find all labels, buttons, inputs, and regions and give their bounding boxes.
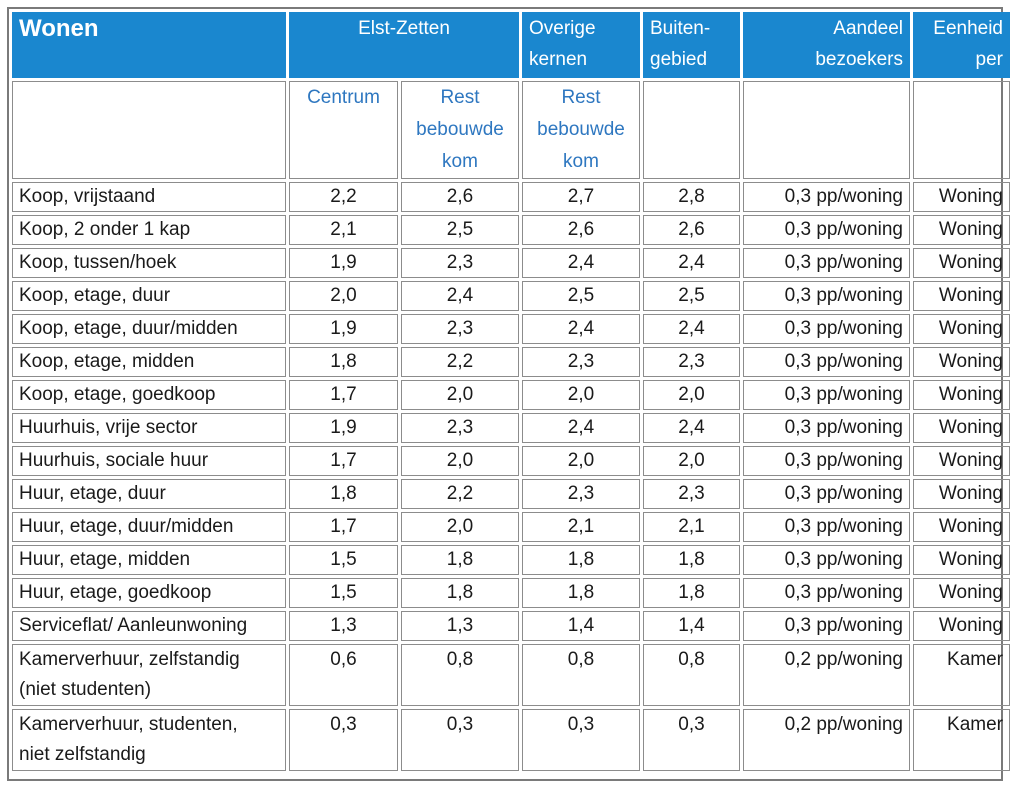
row-eenheid: Woning <box>913 314 1010 344</box>
subheader-centrum: Centrum <box>289 81 398 179</box>
row-value-rest: 1,8 <box>401 578 519 608</box>
row-value-centrum: 1,8 <box>289 479 398 509</box>
subheader-rest2-line1: Rest <box>561 87 601 108</box>
row-value-centrum: 1,5 <box>289 578 398 608</box>
row-aandeel: 0,3 pp/woning <box>743 248 910 278</box>
row-aandeel: 0,3 pp/woning <box>743 479 910 509</box>
table-row <box>12 644 1010 706</box>
header-row <box>12 12 1010 78</box>
row-value-rest: 2,0 <box>401 380 519 410</box>
row-value-rest: 1,8 <box>401 545 519 575</box>
subheader-rest1-line2: bebouwde <box>416 119 504 140</box>
row-value-overige: 2,1 <box>522 512 640 542</box>
row-aandeel: 0,3 pp/woning <box>743 545 910 575</box>
row-eenheid: Woning <box>913 512 1010 542</box>
row-value-rest: 0,8 <box>401 644 519 706</box>
header-eenheid-per <box>913 12 1010 78</box>
row-value-buiten: 2,4 <box>643 314 740 344</box>
row-eenheid: Woning <box>913 413 1010 443</box>
row-value-rest: 2,3 <box>401 314 519 344</box>
row-value-centrum: 1,3 <box>289 611 398 641</box>
row-label: Koop, etage, duur <box>12 281 286 311</box>
header-aandeel-bezoekers <box>743 12 910 78</box>
header-buiten-line2: gebied <box>650 49 708 70</box>
table-row <box>12 248 1010 278</box>
row-value-buiten: 2,0 <box>643 446 740 476</box>
row-value-overige: 2,4 <box>522 413 640 443</box>
row-value-overige: 2,6 <box>522 215 640 245</box>
row-value-overige: 0,8 <box>522 644 640 706</box>
subheader-rest2-line3: kom <box>563 151 599 172</box>
row-value-rest: 2,2 <box>401 347 519 377</box>
row-value-buiten: 2,6 <box>643 215 740 245</box>
header-aandeel-line1: Aandeel <box>833 18 903 39</box>
row-label: Koop, etage, duur/midden <box>12 314 286 344</box>
row-aandeel: 0,3 pp/woning <box>743 215 910 245</box>
row-label: Koop, tussen/hoek <box>12 248 286 278</box>
table-row <box>12 314 1010 344</box>
row-label: Koop, vrijstaand <box>12 182 286 212</box>
row-value-buiten: 2,5 <box>643 281 740 311</box>
row-eenheid: Woning <box>913 545 1010 575</box>
subheader-rest-bebouwde-kom <box>401 81 519 179</box>
table-row <box>12 578 1010 608</box>
row-value-buiten: 1,8 <box>643 545 740 575</box>
row-aandeel: 0,2 pp/woning <box>743 644 910 706</box>
row-eenheid: Kamer <box>913 709 1010 771</box>
row-label-line2: niet zelfstandig <box>19 744 146 765</box>
table-row <box>12 512 1010 542</box>
row-value-centrum: 1,8 <box>289 347 398 377</box>
row-value-overige: 2,5 <box>522 281 640 311</box>
row-value-centrum: 2,1 <box>289 215 398 245</box>
header-overige-kernen <box>522 12 640 78</box>
row-label: Huurhuis, sociale huur <box>12 446 286 476</box>
row-label: Huur, etage, midden <box>12 545 286 575</box>
header-buitengebied <box>643 12 740 78</box>
row-value-centrum: 1,9 <box>289 413 398 443</box>
table-row <box>12 347 1010 377</box>
row-aandeel: 0,3 pp/woning <box>743 512 910 542</box>
row-eenheid: Woning <box>913 611 1010 641</box>
table-row <box>12 182 1010 212</box>
row-value-buiten: 2,4 <box>643 413 740 443</box>
row-value-overige: 2,0 <box>522 380 640 410</box>
row-label: Koop, 2 onder 1 kap <box>12 215 286 245</box>
row-label-line1: Kamerverhuur, studenten, <box>19 714 238 735</box>
header-buiten-line1: Buiten- <box>650 18 711 39</box>
row-value-overige: 1,8 <box>522 545 640 575</box>
row-value-buiten: 2,0 <box>643 380 740 410</box>
subheader-empty-cell <box>12 81 286 179</box>
row-eenheid: Woning <box>913 215 1010 245</box>
header-eenheid-line2: per <box>975 49 1003 70</box>
row-value-centrum: 1,5 <box>289 545 398 575</box>
row-value-overige: 2,3 <box>522 479 640 509</box>
row-eenheid: Kamer <box>913 644 1010 706</box>
row-value-centrum: 2,2 <box>289 182 398 212</box>
row-label: Huur, etage, duur <box>12 479 286 509</box>
header-eenheid-line1: Eenheid <box>933 18 1003 39</box>
row-aandeel: 0,3 pp/woning <box>743 446 910 476</box>
row-eenheid: Woning <box>913 578 1010 608</box>
row-value-centrum: 1,7 <box>289 380 398 410</box>
subheader-overige-rest-bebouwde-kom <box>522 81 640 179</box>
subheader-empty-eenheid <box>913 81 1010 179</box>
header-elst-zetten: Elst-Zetten <box>289 12 519 78</box>
row-aandeel: 0,3 pp/woning <box>743 578 910 608</box>
row-value-buiten: 0,3 <box>643 709 740 771</box>
row-aandeel: 0,3 pp/woning <box>743 314 910 344</box>
parking-norms-table-frame <box>7 7 1003 781</box>
row-value-buiten: 1,8 <box>643 578 740 608</box>
row-aandeel: 0,3 pp/woning <box>743 611 910 641</box>
subheader-empty-buiten <box>643 81 740 179</box>
row-eenheid: Woning <box>913 248 1010 278</box>
row-value-rest: 2,0 <box>401 512 519 542</box>
subheader-empty-aandeel <box>743 81 910 179</box>
row-value-rest: 2,2 <box>401 479 519 509</box>
row-aandeel: 0,3 pp/woning <box>743 281 910 311</box>
subheader-rest1-line3: kom <box>442 151 478 172</box>
row-label: Huurhuis, vrije sector <box>12 413 286 443</box>
header-overige-line1: Overige <box>529 18 596 39</box>
row-label: Serviceflat/ Aanleunwoning <box>12 611 286 641</box>
row-label <box>12 709 286 771</box>
row-label-line1: Kamerverhuur, zelfstandig <box>19 649 240 670</box>
table-row <box>12 446 1010 476</box>
row-eenheid: Woning <box>913 446 1010 476</box>
table-row <box>12 545 1010 575</box>
row-value-overige: 2,4 <box>522 314 640 344</box>
table-row <box>12 413 1010 443</box>
row-aandeel: 0,3 pp/woning <box>743 413 910 443</box>
header-overige-line2: kernen <box>529 49 588 70</box>
row-eenheid: Woning <box>913 380 1010 410</box>
row-value-buiten: 2,3 <box>643 347 740 377</box>
row-aandeel: 0,3 pp/woning <box>743 182 910 212</box>
row-value-centrum: 1,9 <box>289 314 398 344</box>
table-title: Wonen <box>12 12 286 78</box>
row-eenheid: Woning <box>913 281 1010 311</box>
subheader-rest2-line2: bebouwde <box>537 119 625 140</box>
row-value-overige: 1,4 <box>522 611 640 641</box>
table-row <box>12 709 1010 771</box>
row-value-centrum: 1,7 <box>289 512 398 542</box>
row-value-rest: 0,3 <box>401 709 519 771</box>
row-eenheid: Woning <box>913 182 1010 212</box>
row-value-rest: 1,3 <box>401 611 519 641</box>
header-aandeel-line2: bezoekers <box>815 49 903 70</box>
row-value-buiten: 2,3 <box>643 479 740 509</box>
row-value-centrum: 2,0 <box>289 281 398 311</box>
row-value-overige: 2,4 <box>522 248 640 278</box>
row-value-overige: 0,3 <box>522 709 640 771</box>
row-eenheid: Woning <box>913 479 1010 509</box>
row-value-rest: 2,3 <box>401 248 519 278</box>
row-value-buiten: 0,8 <box>643 644 740 706</box>
table-row <box>12 215 1010 245</box>
row-value-overige: 2,3 <box>522 347 640 377</box>
table-row <box>12 479 1010 509</box>
row-value-centrum: 0,6 <box>289 644 398 706</box>
parking-norms-table <box>9 9 1011 774</box>
row-label <box>12 644 286 706</box>
row-label-line2: (niet studenten) <box>19 679 152 700</box>
row-value-centrum: 0,3 <box>289 709 398 771</box>
row-label: Koop, etage, midden <box>12 347 286 377</box>
row-label: Huur, etage, goedkoop <box>12 578 286 608</box>
table-row <box>12 611 1010 641</box>
row-value-buiten: 1,4 <box>643 611 740 641</box>
row-aandeel: 0,2 pp/woning <box>743 709 910 771</box>
row-value-overige: 2,7 <box>522 182 640 212</box>
row-value-buiten: 2,1 <box>643 512 740 542</box>
subheader-row <box>12 81 1010 179</box>
row-label: Huur, etage, duur/midden <box>12 512 286 542</box>
row-label: Koop, etage, goedkoop <box>12 380 286 410</box>
row-value-centrum: 1,9 <box>289 248 398 278</box>
row-value-rest: 2,3 <box>401 413 519 443</box>
row-value-centrum: 1,7 <box>289 446 398 476</box>
row-value-rest: 2,5 <box>401 215 519 245</box>
table-row <box>12 380 1010 410</box>
row-value-rest: 2,6 <box>401 182 519 212</box>
table-row <box>12 281 1010 311</box>
subheader-rest1-line1: Rest <box>440 87 480 108</box>
row-aandeel: 0,3 pp/woning <box>743 380 910 410</box>
row-eenheid: Woning <box>913 347 1010 377</box>
row-value-rest: 2,0 <box>401 446 519 476</box>
row-value-buiten: 2,4 <box>643 248 740 278</box>
row-value-buiten: 2,8 <box>643 182 740 212</box>
row-aandeel: 0,3 pp/woning <box>743 347 910 377</box>
row-value-overige: 2,0 <box>522 446 640 476</box>
table-body <box>12 182 1010 771</box>
row-value-rest: 2,4 <box>401 281 519 311</box>
row-value-overige: 1,8 <box>522 578 640 608</box>
